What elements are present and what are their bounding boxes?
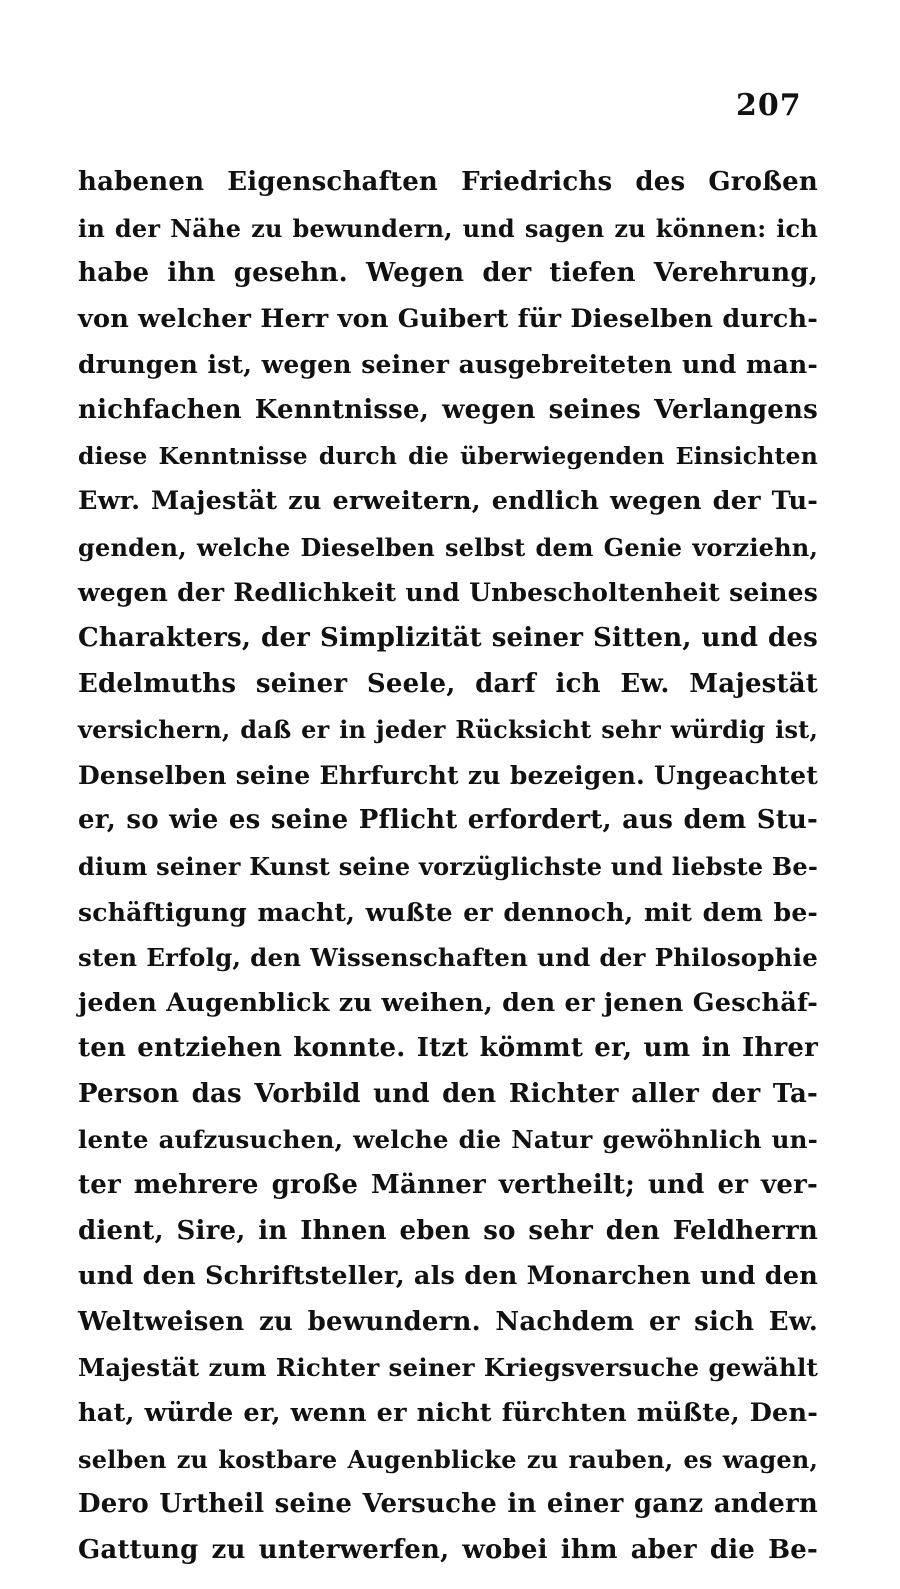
text-line: er, so wie es seine Pflicht erfordert, aus dem Stu-: [78, 805, 818, 836]
page-number: 207: [736, 88, 802, 123]
text-line: Weltweisen zu bewundern. Nachdem er sich Ew.: [78, 1306, 818, 1337]
text-line: und den Schriftsteller, als den Monarchen und den: [78, 1261, 818, 1292]
body-text: [78, 160, 818, 1573]
text-line: habenen Eigenschaften Friedrichs des Großen: [78, 167, 818, 197]
text-line: von welcher Herr von Guibert für Dieselben durch-: [78, 303, 818, 334]
text-line: Ewr. Majestät zu erweitern, endlich wegen der Tu-: [78, 486, 818, 517]
text-line: Majestät zum Richter seiner Kriegsversuche gewählt: [78, 1353, 818, 1383]
text-line: Edelmuths seiner Seele, darf ich Ew. Majestät: [78, 668, 818, 699]
text-line: jeden Augenblick zu weihen, den er jenen Geschäf-: [78, 987, 818, 1018]
text-line: wegen der Redlichkeit und Unbescholtenheit seines: [78, 578, 818, 608]
text-line: schäftigung macht, wußte er dennoch, mit dem be-: [78, 897, 818, 927]
text-line: versichern, daß er in jeder Rücksicht sehr würdig ist,: [78, 715, 818, 745]
text-line: selben zu kostbare Augenblicke zu rauben, es wagen,: [78, 1444, 818, 1474]
text-line: drungen ist, wegen seiner ausgebreiteten und man-: [78, 350, 818, 380]
text-line: ten entziehen konnte. Itzt kömmt er, um in Ihrer: [78, 1033, 818, 1064]
text-line: Person das Vorbild und den Richter aller der Ta-: [78, 1078, 818, 1109]
text-line: diese Kenntnisse durch die überwiegenden Einsichten: [78, 441, 818, 470]
text-line: genden, welche Dieselben selbst dem Genie vorziehn,: [78, 532, 818, 562]
text-line: dient, Sire, in Ihnen eben so sehr den Feldherrn: [78, 1215, 818, 1246]
text-line: nichfachen Kenntnisse, wegen seines Verlangens: [78, 394, 818, 425]
text-line: Dero Urtheil seine Versuche in einer ganz andern: [78, 1489, 818, 1520]
text-line: sten Erfolg, den Wissenschaften und der Philosophie: [78, 943, 818, 973]
text-line: Gattung zu unterwerfen, wobei ihm aber die Be-: [78, 1534, 818, 1565]
text-line: in der Nähe zu bewundern, und sagen zu können: ich: [78, 213, 818, 243]
text-line: lente aufzusuchen, welche die Natur gewöhnlich un-: [78, 1125, 818, 1155]
text-line: hat, würde er, wenn er nicht fürchten müßte, Den-: [78, 1398, 818, 1429]
text-line: dium seiner Kunst seine vorzüglichste und liebste Be-: [78, 851, 818, 881]
text-line: Denselben seine Ehrfurcht zu bezeigen. Ungeachtet: [78, 760, 818, 790]
text-line: ter mehrere große Männer vertheilt; und er ver-: [78, 1170, 818, 1201]
text-line: Charakters, der Simplizität seiner Sitten, und des: [78, 622, 818, 653]
text-line: habe ihn gesehn. Wegen der tiefen Verehrung,: [78, 258, 818, 289]
